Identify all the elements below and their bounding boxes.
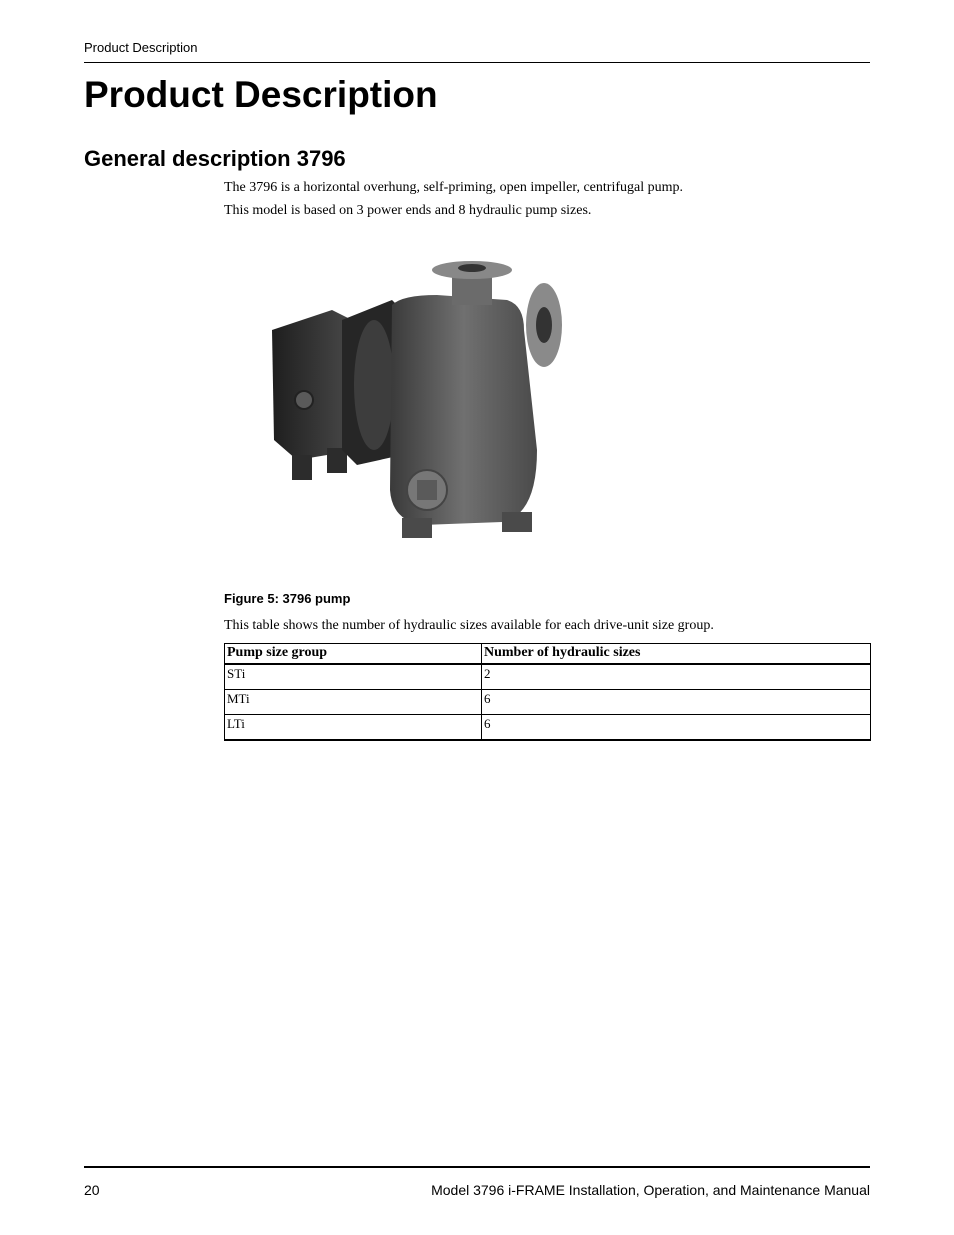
table-cell: LTi [225, 715, 482, 741]
footer-rule [84, 1166, 870, 1168]
table-cell: 2 [482, 664, 871, 690]
column-header-pump-size-group: Pump size group [225, 644, 482, 665]
section-title: General description 3796 [84, 146, 346, 171]
footer-manual-title: Model 3796 i-FRAME Installation, Operation, and Maintenance Manual [431, 1182, 870, 1198]
page-number: 20 [84, 1182, 100, 1198]
table-header-row [225, 644, 871, 665]
header-rule [84, 62, 870, 63]
pump-illustration-icon [262, 250, 572, 550]
table-cell: MTi [225, 690, 482, 715]
table-cell: 6 [482, 715, 871, 741]
table-cell: 6 [482, 690, 871, 715]
figure-caption: Figure 5: 3796 pump [224, 591, 351, 606]
description-paragraph-1: The 3796 is a horizontal overhung, self-priming, open impeller, centrifugal pump. [224, 180, 683, 195]
column-header-hydraulic-sizes: Number of hydraulic sizes [482, 644, 871, 665]
hydraulic-sizes-table [224, 643, 871, 741]
description-paragraph-2: This model is based on 3 power ends and 8 hydraulic pump sizes. [224, 203, 592, 218]
table-row [225, 690, 871, 715]
table-row [225, 664, 871, 690]
table-intro-paragraph: This table shows the number of hydraulic sizes available for each drive-unit size group. [224, 618, 714, 633]
table-row [225, 715, 871, 741]
page-title: Product Description [84, 74, 438, 115]
table-cell: STi [225, 664, 482, 690]
running-header: Product Description [84, 40, 198, 55]
